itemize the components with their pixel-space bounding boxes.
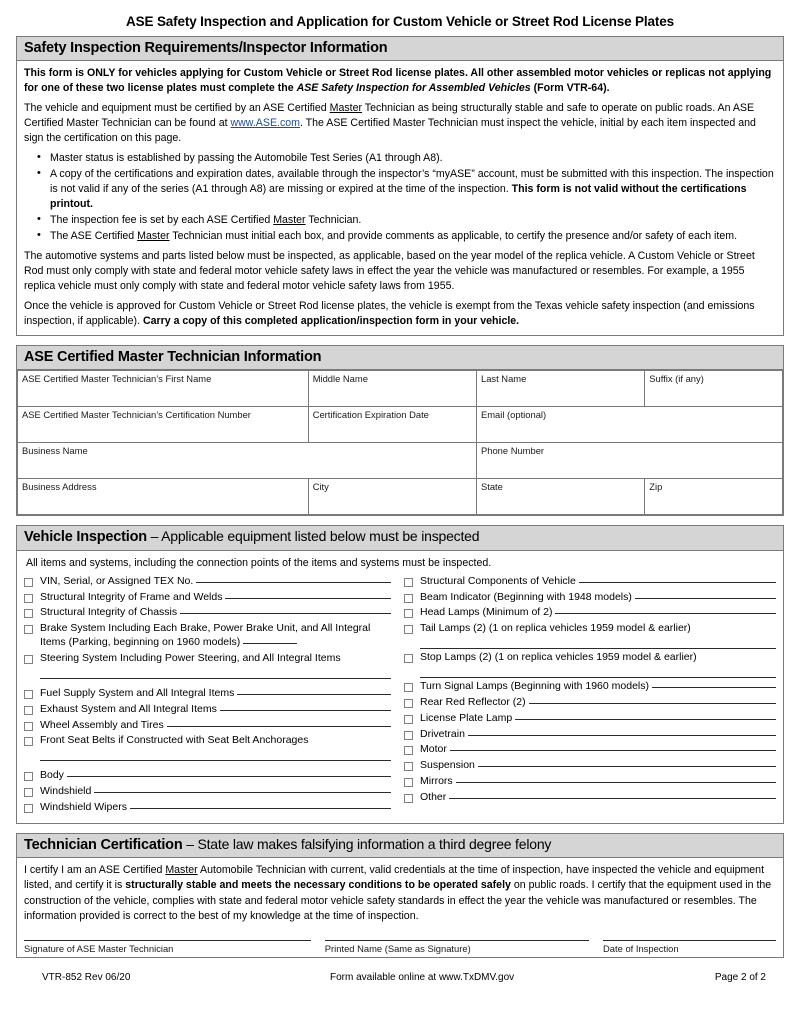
checkbox-icon[interactable]	[404, 654, 413, 663]
initial-rule[interactable]	[220, 710, 391, 711]
table-row	[18, 443, 783, 479]
inspection-item-windshield-wipers[interactable]	[24, 801, 391, 815]
vehicle-section-body	[17, 551, 783, 823]
bullet-text-a: Master status is established by passing the Automobile Test Series (A1 through A8).	[50, 151, 443, 164]
inspection-note: All items and systems, including the connection points of the items and systems must be inspected.	[26, 556, 492, 569]
initial-rule[interactable]	[652, 687, 776, 688]
bullet-bold: This form is not valid without the certifications printout.	[50, 182, 747, 210]
safety-para-4	[24, 299, 776, 329]
inspection-item-turn-signal-lamps[interactable]	[404, 680, 776, 694]
inspection-item-label: Steering System Including Power Steering, and All Integral Items	[40, 652, 341, 665]
business-name-field[interactable]: Business Name	[18, 443, 477, 479]
inspection-item-windshield[interactable]	[24, 785, 391, 799]
list-item	[50, 213, 776, 228]
initial-rule[interactable]	[94, 792, 391, 793]
checkbox-icon[interactable]	[24, 609, 33, 618]
checkbox-icon[interactable]	[24, 594, 33, 603]
inspection-columns	[24, 575, 776, 817]
initial-rule[interactable]	[167, 726, 391, 727]
initial-rule[interactable]	[449, 798, 776, 799]
initial-rule[interactable]	[130, 808, 391, 809]
technician-certification-section	[16, 833, 784, 958]
footer-availability: Form available online at www.TxDMV.gov	[330, 972, 515, 984]
suffix-field[interactable]: Suffix (if any)	[645, 371, 783, 407]
initial-rule[interactable]	[478, 766, 776, 767]
inspection-item-suspension[interactable]	[404, 759, 776, 773]
vehicle-header-bold: Vehicle Inspection	[24, 529, 147, 546]
inspection-item-label: Fuel Supply System and All Integral Items	[40, 686, 235, 699]
safety-para-2	[24, 101, 776, 146]
initial-rule[interactable]	[180, 613, 391, 614]
inspection-item-rear-red-reflector[interactable]	[404, 696, 776, 710]
inspection-item-label: Drivetrain	[420, 727, 465, 740]
safety-section-body	[17, 61, 783, 336]
inspection-item-label: Wheel Assembly and Tires	[40, 718, 164, 731]
inspection-item-head-lamps[interactable]	[404, 606, 776, 620]
certification-text-a: I certify I am an ASE Certified	[24, 864, 166, 877]
signature-block-date	[603, 940, 776, 954]
footer-form-id: VTR-852 Rev 06/20	[42, 972, 131, 984]
bullet-underline: Master	[273, 214, 306, 227]
inspection-item-license-plate-lamp[interactable]	[404, 712, 776, 726]
checkbox-icon[interactable]	[24, 578, 33, 587]
checkbox-icon[interactable]	[24, 737, 33, 746]
inspection-item-fuel-supply[interactable]	[24, 687, 391, 701]
checkbox-icon[interactable]	[404, 699, 413, 708]
initial-rule[interactable]	[515, 719, 776, 720]
checkbox-icon[interactable]	[404, 594, 413, 603]
certification-text-c: on public roads. I certify that the equipment used in the construction of the vehicle, complies with state and federal motor vehicle safety standards in effect the year the vehicle was manufactured or resembles. The information provided is correct to the best of my knowledge at the time of inspection.	[24, 879, 772, 922]
inspection-item-label: Tail Lamps (2) (1 on replica vehicles 1959 model & earlier)	[420, 622, 691, 635]
inspection-item-structural-components[interactable]	[404, 575, 776, 589]
technician-information-section	[16, 345, 784, 516]
page-title: ASE Safety Inspection and Application for Custom Vehicle or Street Rod License Plates	[126, 14, 674, 29]
checkbox-icon[interactable]	[24, 625, 33, 634]
city-field[interactable]: City	[308, 479, 476, 515]
printed-name-label: Printed Name (Same as Signature)	[324, 943, 471, 955]
initial-rule[interactable]	[67, 776, 391, 777]
list-item	[50, 151, 776, 166]
safety-bullet-list	[24, 151, 776, 244]
initial-rule[interactable]	[468, 735, 776, 736]
inspection-item-beam-indicator[interactable]	[404, 591, 776, 605]
safety-para-2-underline: Master	[329, 101, 363, 114]
inspection-item-label: Windshield	[40, 785, 92, 798]
safety-para-1-text-a: This form is ONLY for vehicles applying for Custom Vehicle or Street Rod license plates. All other assembled motor vehicles or replicas not applying for one of these two license plates must complete the	[24, 66, 772, 94]
zip-field[interactable]: Zip	[645, 479, 783, 515]
email-field[interactable]: Email (optional)	[476, 407, 782, 443]
inspection-item-label: VIN, Serial, or Assigned TEX No.	[40, 574, 194, 587]
checkbox-icon[interactable]	[404, 625, 413, 634]
inspection-item-label: Mirrors	[420, 775, 453, 788]
vehicle-header-subtitle: – Applicable equipment listed below must be inspected	[146, 528, 480, 545]
inspection-item-exhaust-system[interactable]	[24, 703, 391, 717]
certification-body	[17, 858, 783, 926]
list-item	[50, 167, 776, 212]
checkbox-icon[interactable]	[404, 578, 413, 587]
date-of-inspection-label: Date of Inspection	[603, 943, 679, 955]
inspection-left-column	[24, 575, 400, 817]
initial-rule[interactable]	[420, 677, 776, 678]
checkbox-icon[interactable]	[24, 788, 33, 797]
list-item	[50, 229, 776, 244]
safety-para-2-text-a: The vehicle and equipment must be certified by an ASE Certified	[24, 101, 330, 114]
initial-rule[interactable]	[225, 598, 391, 599]
inspection-item-label: Stop Lamps (2) (1 on replica vehicles 1959 model & earlier)	[420, 651, 697, 664]
inspection-item-wheel-assembly[interactable]	[24, 719, 391, 733]
certification-bold: structurally stable and meets the necessary conditions to be operated safely	[125, 879, 511, 892]
checkbox-icon[interactable]	[404, 746, 413, 755]
certification-number-field[interactable]: ASE Certified Master Technician’s Certification Number	[18, 407, 309, 443]
inspection-item-vin[interactable]	[24, 575, 391, 589]
inspection-item-label: Head Lamps (Minimum of 2)	[420, 606, 553, 619]
inspection-item-other[interactable]	[404, 791, 776, 805]
initial-rule[interactable]	[237, 694, 391, 695]
safety-para-1	[24, 66, 776, 96]
inspection-item-label: Exhaust System and All Integral Items	[40, 702, 217, 715]
technician-section-header: ASE Certified Master Technician Information	[17, 346, 783, 370]
checkbox-icon[interactable]	[404, 683, 413, 692]
safety-section-header: Safety Inspection Requirements/Inspector Information	[17, 37, 783, 61]
certification-underline: Master	[165, 864, 198, 877]
inspection-item-label: Brake System Including Each Brake, Power Brake Unit, and All Integral Items (Parking, beginning on 1960 models)	[40, 622, 371, 649]
checkbox-icon[interactable]	[24, 722, 33, 731]
signature-block-printed-name	[325, 940, 603, 954]
initial-rule[interactable]	[635, 598, 776, 599]
safety-para-4-text: Once the vehicle is approved for Custom Vehicle or Street Rod license plates, the vehicle is exempt from the Texas vehicle safety inspection (and emissions inspection, if applicable).	[24, 300, 755, 328]
checkbox-icon[interactable]	[404, 609, 413, 618]
inspection-item-label: Structural Integrity of Frame and Welds	[40, 590, 223, 603]
inspection-item-brake-system[interactable]	[24, 622, 391, 650]
last-name-field[interactable]: Last Name	[476, 371, 644, 407]
safety-para-2-text-b: Technician as being structurally stable and safe to operate on public roads. An ASE Certified Master Technician can be found at	[24, 101, 755, 129]
business-address-field[interactable]: Business Address	[18, 479, 309, 515]
safety-para-1-text-b: (Form VTR-64).	[530, 81, 610, 94]
table-row	[18, 407, 783, 443]
inspection-item-label: Turn Signal Lamps (Beginning with 1960 models)	[420, 680, 649, 693]
vehicle-inspection-section	[16, 525, 784, 823]
checkbox-icon[interactable]	[24, 655, 33, 664]
initial-rule[interactable]	[40, 760, 391, 761]
page-footer	[16, 967, 784, 983]
bullet-underline: Master	[137, 230, 170, 243]
inspection-item-steering-system[interactable]	[24, 652, 391, 679]
certification-section-header	[17, 834, 783, 858]
inspection-item-seat-belts[interactable]	[24, 734, 391, 761]
table-row	[18, 479, 783, 515]
footer-page-number: Page 2 of 2	[714, 972, 766, 984]
inspection-item-label: Rear Red Reflector (2)	[420, 695, 526, 708]
initial-rule[interactable]	[450, 750, 776, 751]
checkbox-icon[interactable]	[24, 804, 33, 813]
inspection-item-mirrors[interactable]	[404, 775, 776, 789]
inspection-item-stop-lamps[interactable]	[404, 651, 776, 678]
initial-rule[interactable]	[555, 613, 776, 614]
bullet-text-a: The ASE Certified	[50, 230, 138, 243]
inspection-right-column	[400, 575, 776, 817]
middle-name-field[interactable]: Middle Name	[308, 371, 476, 407]
certification-text-b: Automobile Technician with current, valid credentials at the time of inspection, have inspected the vehicle and equipment listed, and certify it is	[24, 864, 765, 892]
initial-rule[interactable]	[243, 643, 297, 644]
vehicle-section-header	[17, 526, 783, 550]
signature-block-technician	[24, 940, 325, 954]
certification-header-subtitle: – State law makes falsifying information a third degree felony	[182, 835, 552, 852]
inspection-item-label: Structural Components of Vehicle	[420, 574, 576, 587]
state-field[interactable]: State	[476, 479, 644, 515]
bullet-text-a: A copy of the certifications and expiration dates, available through the inspector’s “myASE” account, must be submitted with this inspection. The inspection is not valid if any of the series (A1 through A8) are missing or expired at the time of the inspection.	[50, 167, 774, 195]
inspection-item-tail-lamps[interactable]	[404, 622, 776, 649]
initial-rule[interactable]	[40, 678, 391, 679]
safety-para-1-italic: ASE Safety Inspection for Assembled Vehicles	[296, 81, 531, 94]
bullet-text-a: The inspection fee is set by each ASE Certified	[50, 214, 274, 227]
inspection-item-label: Beam Indicator (Beginning with 1948 models)	[420, 590, 632, 603]
checkbox-icon[interactable]	[24, 690, 33, 699]
initial-rule[interactable]	[579, 582, 776, 583]
initial-rule[interactable]	[196, 582, 391, 583]
checkbox-icon[interactable]	[404, 762, 413, 771]
initial-rule[interactable]	[456, 782, 776, 783]
safety-inspection-section	[16, 36, 784, 337]
safety-para-3: The automotive systems and parts listed below must be inspected, as applicable, based on the year model of the replica vehicle. A Custom Vehicle or Street Rod must only comply with state and federal motor vehicle safety laws in effect the year the vehicle was manufactured or resembles. For example, a 1955 replica vehicle must only comply with state and federal motor vehicle safety laws from 1955.	[24, 250, 755, 293]
bullet-text-b: Technician.	[305, 214, 362, 227]
certification-expiration-field[interactable]: Certification Expiration Date	[308, 407, 476, 443]
inspection-item-label: License Plate Lamp	[420, 711, 513, 724]
signature-row	[17, 940, 783, 957]
safety-para-4-bold: Carry a copy of this completed application/inspection form in your vehicle.	[142, 315, 520, 328]
checkbox-icon[interactable]	[404, 794, 413, 803]
safety-para-2-text-c: . The ASE Certified Master Technician must inspect the vehicle, initial by each item inspected and sign the certification on this page.	[24, 116, 756, 144]
initial-rule[interactable]	[420, 648, 776, 649]
inspection-item-label: Suspension	[420, 759, 475, 772]
inspection-item-label: Body	[40, 769, 64, 782]
checkbox-icon[interactable]	[24, 706, 33, 715]
signature-label: Signature of ASE Master Technician	[24, 943, 174, 955]
checkbox-icon[interactable]	[404, 731, 413, 740]
inspection-item-label: Structural Integrity of Chassis	[40, 606, 178, 619]
inspection-item-body[interactable]	[24, 769, 391, 783]
inspection-item-drivetrain[interactable]	[404, 728, 776, 742]
first-name-field[interactable]: ASE Certified Master Technician’s First Name	[18, 371, 309, 407]
initial-rule[interactable]	[529, 703, 776, 704]
inspection-item-motor[interactable]	[404, 743, 776, 757]
inspection-item-label: Other	[420, 791, 447, 804]
technician-info-table	[17, 370, 783, 515]
inspection-item-label: Motor	[420, 743, 447, 756]
inspection-item-label: Windshield Wipers	[40, 801, 127, 814]
table-row	[18, 371, 783, 407]
certification-header-bold: Technician Certification	[24, 836, 183, 853]
phone-number-field[interactable]: Phone Number	[476, 443, 782, 479]
ase-website-link[interactable]: www.ASE.com	[230, 116, 300, 129]
checkbox-icon[interactable]	[24, 772, 33, 781]
checkbox-icon[interactable]	[404, 778, 413, 787]
bullet-text-b: Technician must initial each box, and provide comments as applicable, to certify the presence and/or safety of each item.	[169, 230, 738, 243]
inspection-item-frame-welds[interactable]	[24, 591, 391, 605]
inspection-item-chassis[interactable]	[24, 606, 391, 620]
checkbox-icon[interactable]	[404, 715, 413, 724]
inspection-item-label: Front Seat Belts if Constructed with Seat Belt Anchorages	[40, 734, 309, 747]
